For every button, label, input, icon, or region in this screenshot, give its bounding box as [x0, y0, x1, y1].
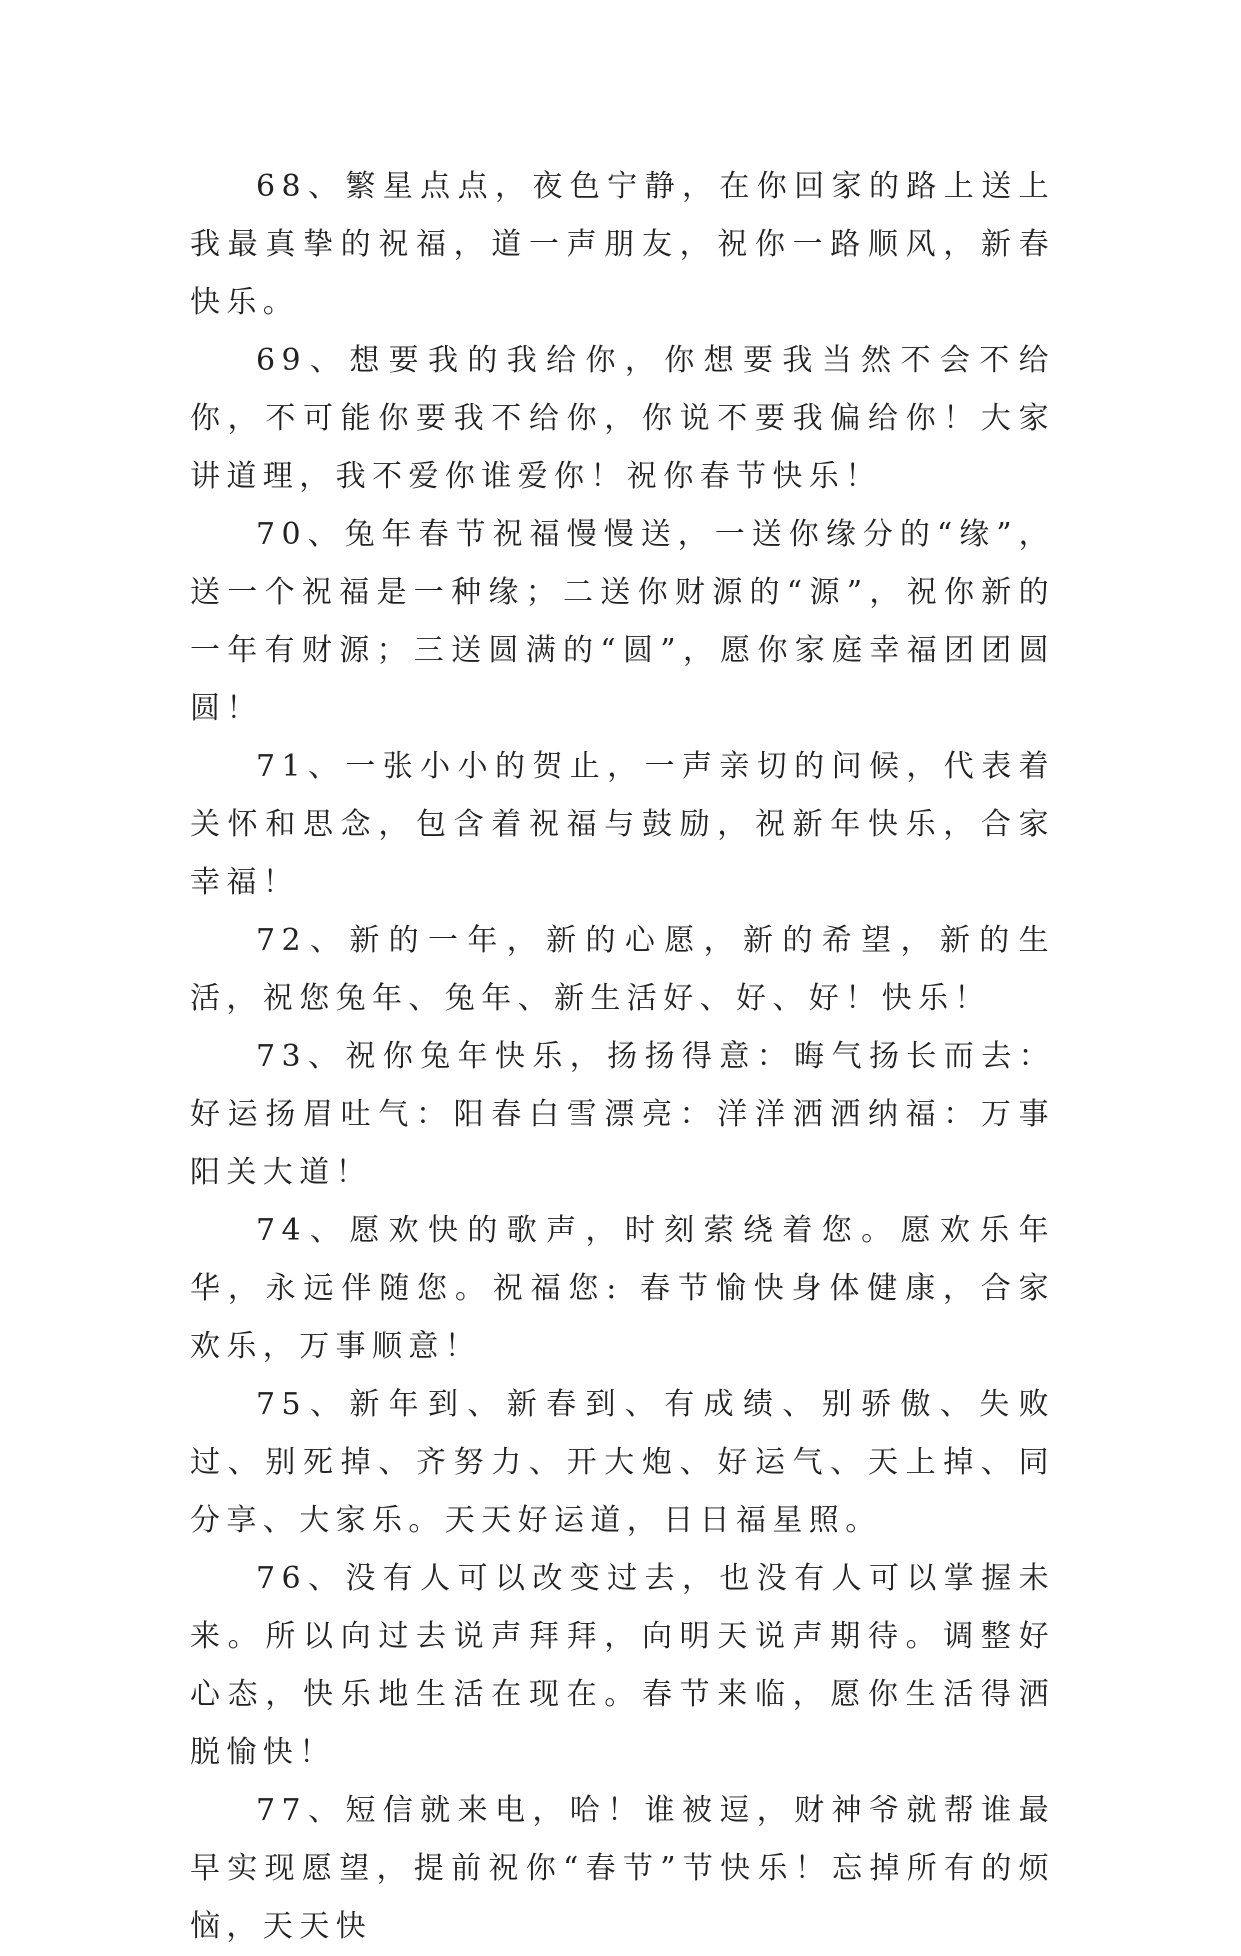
paragraph-77: 77、短信就来电，哈！谁被逗，财神爷就帮谁最早实现愿望，提前祝你“春节”节快乐！忘掉所有的烦恼，天天快	[190, 1793, 1055, 1944]
document-body	[190, 158, 1055, 1956]
paragraph-68: 68、繁星点点，夜色宁静，在你回家的路上送上我最真挚的祝福，道一声朋友，祝你一路顺风，新春快乐。	[190, 169, 1055, 320]
paragraph-72: 72、新的一年，新的心愿，新的希望，新的生活，祝您兔年、兔年、新生活好、好、好！快乐！	[190, 923, 1055, 1016]
paragraph-71: 71、一张小小的贺止，一声亲切的问候，代表着关怀和思念，包含着祝福与鼓励，祝新年快乐，合家幸福！	[190, 749, 1055, 900]
paragraph-73: 73、祝你兔年快乐，扬扬得意：晦气扬长而去：好运扬眉吐气：阳春白雪漂亮：洋洋洒洒纳福：万事阳关大道！	[190, 1039, 1055, 1190]
paragraph-69: 69、想要我的我给你，你想要我当然不会不给你，不可能你要我不给你，你说不要我偏给你！大家讲道理，我不爱你谁爱你！祝你春节快乐！	[190, 343, 1055, 494]
paragraph-70: 70、兔年春节祝福慢慢送，一送你缘分的“缘”，送一个祝福是一种缘；二送你财源的“源”，祝你新的一年有财源；三送圆满的“圆”，愿你家庭幸福团团圆圆！	[190, 517, 1055, 726]
paragraph-75: 75、新年到、新春到、有成绩、别骄傲、失败过、别死掉、齐努力、开大炮、好运气、天上掉、同分享、大家乐。天天好运道，日日福星照。	[190, 1387, 1055, 1538]
paragraph-76: 76、没有人可以改变过去，也没有人可以掌握未来。所以向过去说声拜拜，向明天说声期待。调整好心态，快乐地生活在现在。春节来临，愿你生活得洒脱愉快！	[190, 1561, 1055, 1770]
paragraph-74: 74、愿欢快的歌声，时刻萦绕着您。愿欢乐年华，永远伴随您。祝福您: 春节愉快身体健康，合家欢乐，万事顺意！	[190, 1213, 1055, 1364]
